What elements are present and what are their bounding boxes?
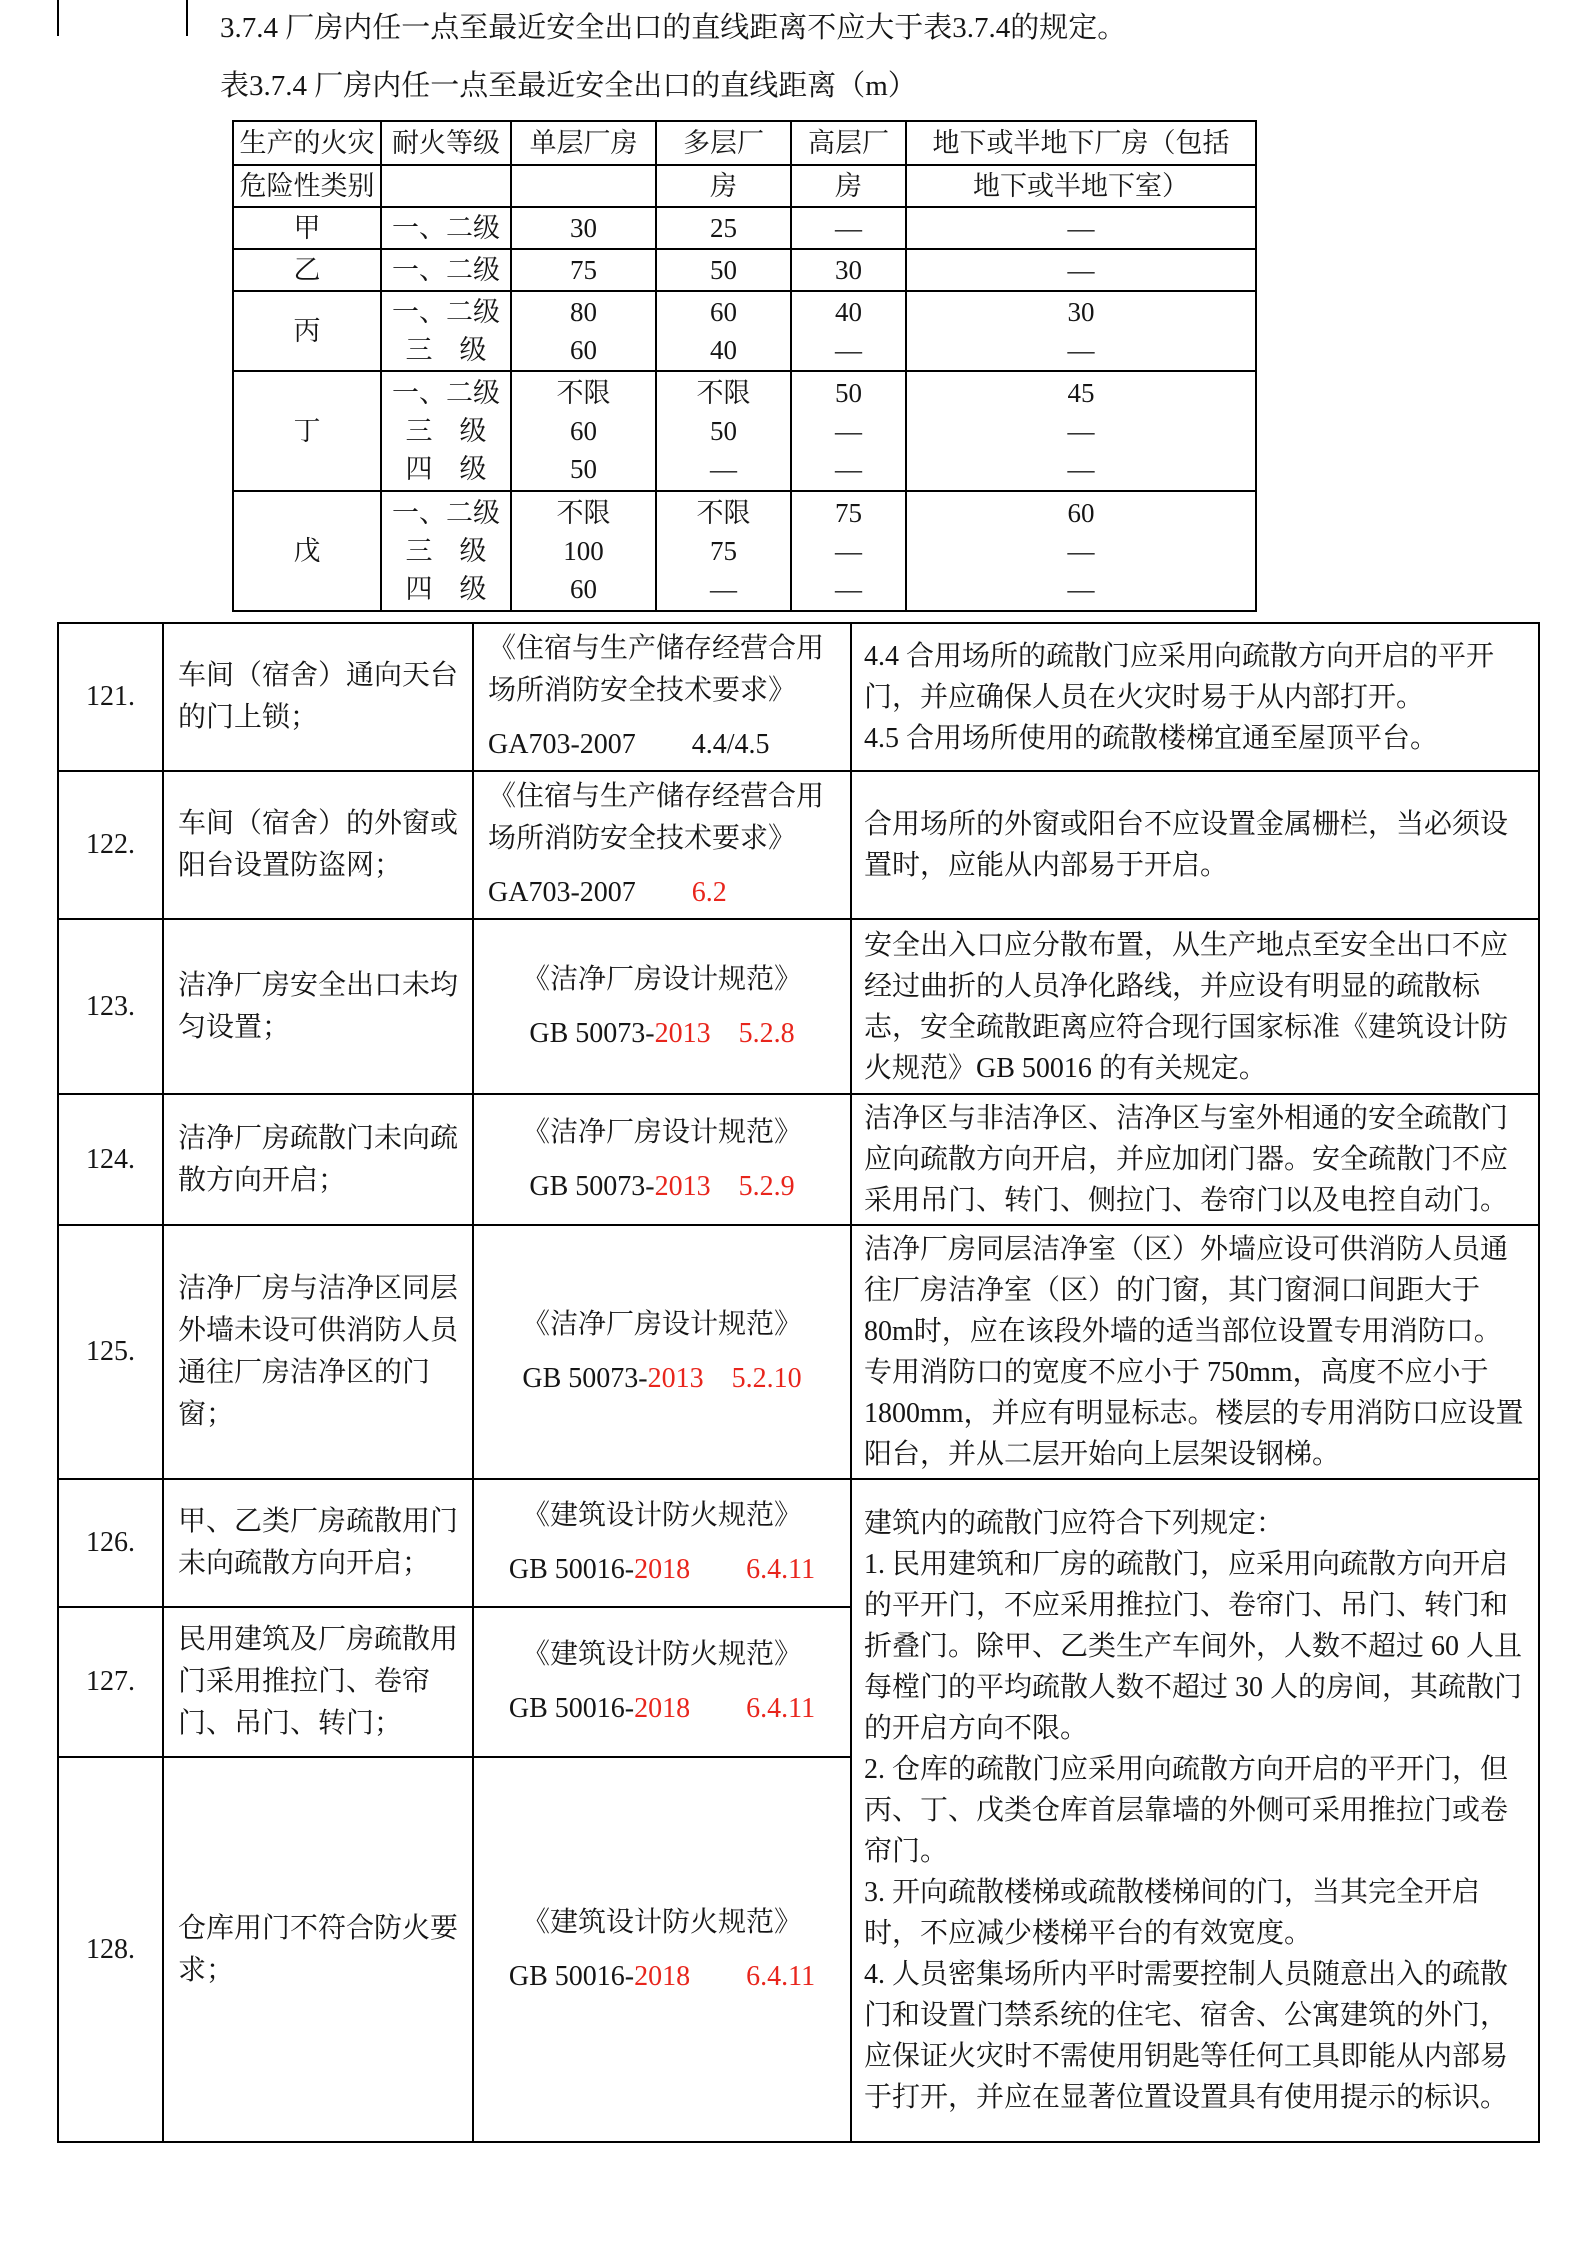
- cell-line: 不限: [556, 378, 611, 408]
- ref-code-red: 2018 6.4.11: [634, 1960, 816, 1992]
- cell: —: [791, 207, 906, 249]
- header-cell: 房: [791, 165, 906, 207]
- header-cell: 地下或半地下室）: [906, 165, 1256, 207]
- violation-item: 车间（宿舍）通向天台的门上锁；: [163, 623, 473, 771]
- ref-title: 《建筑设计防火规范》: [521, 1906, 802, 1938]
- cell: [656, 291, 791, 371]
- table-row-125: [58, 1225, 1539, 1479]
- ref-code-black: GB 50073-: [522, 1363, 648, 1394]
- violation-item: 甲、乙类厂房疏散用门未向疏散方向开启；: [163, 1479, 473, 1607]
- code-reference: [473, 919, 851, 1094]
- requirement-paragraph: 3. 开向疏散楼梯或疏散楼梯间的门，当其完全开启时，不应减少楼梯平台的有效宽度。: [864, 1877, 1481, 1949]
- ref-title: 《洁净厂房设计规范》: [521, 1309, 802, 1340]
- cell: 75: [511, 249, 656, 291]
- cell: [906, 491, 1256, 611]
- clause-3-7-4-text: 3.7.4 厂房内任一点至最近安全出口的直线距离不应大于表3.7.4的规定。: [220, 12, 1127, 44]
- code-reference: [473, 1757, 851, 2142]
- table-row-126: [58, 1479, 1539, 1607]
- cell: [906, 371, 1256, 491]
- ref-title: 《住宿与生产储存经营合用场所消防安全技术要求》: [488, 781, 825, 854]
- cell: [906, 291, 1256, 371]
- cell-line: —: [1067, 454, 1095, 484]
- requirement-text: [851, 1225, 1539, 1479]
- cell: 30: [511, 207, 656, 249]
- cell: 一、二级: [381, 249, 511, 291]
- code-reference: [473, 1225, 851, 1479]
- table-border-stub: [57, 0, 59, 36]
- cell: [791, 291, 906, 371]
- cell-line: —: [710, 574, 737, 604]
- violation-item: 洁净厂房与洁净区同层外墙未设可供消防人员通往厂房洁净区的门窗；: [163, 1225, 473, 1479]
- cell-line: 三 级: [405, 416, 487, 446]
- ref-code: [484, 1013, 840, 1055]
- requirement-paragraph: 洁净厂房同层洁净室（区）外墙应设可供消防人员通往厂房洁净室（区）的门窗，其门窗洞口间距大于 80m时，应在该段外墙的适当部位设置专用消防口。: [864, 1234, 1509, 1347]
- distance-table-caption: 表3.7.4 厂房内任一点至最近安全出口的直线距离（m）: [220, 70, 917, 102]
- cell-line: 不限: [696, 498, 751, 528]
- distance-table: [232, 120, 1257, 612]
- row-number: 124.: [58, 1094, 163, 1225]
- cell: —: [906, 207, 1256, 249]
- code-reference: [473, 1094, 851, 1225]
- header-cell: 危险性类别: [233, 165, 381, 207]
- ref-title: 《住宿与生产储存经营合用场所消防安全技术要求》: [488, 633, 825, 706]
- cell: —: [906, 249, 1256, 291]
- requirement-text: [851, 1094, 1539, 1225]
- cell: [511, 371, 656, 491]
- cell-line: —: [710, 454, 737, 484]
- requirement-text: [851, 623, 1539, 771]
- requirement-text: [851, 771, 1539, 919]
- ref-code: [484, 1688, 840, 1730]
- cell-line: —: [835, 335, 862, 365]
- requirement-paragraph: 专用消防口的宽度不应小于 750mm，高度不应小于 1800mm，并应有明显标志。楼层的专用消防口应设置阳台，并从二层开始向上层架设钢梯。: [864, 1357, 1524, 1470]
- ref-title: 《洁净厂房设计规范》: [521, 963, 802, 995]
- ref-code-black: GA703-2007 4.4/4.5: [488, 729, 770, 760]
- hazard-class: 丁: [233, 371, 381, 491]
- header-cell: 生产的火灾: [233, 121, 381, 165]
- ref-code-black: GB 50073-: [529, 1017, 655, 1049]
- cell-line: 100: [563, 536, 604, 566]
- cell-line: 三 级: [405, 536, 487, 566]
- row-number: 122.: [58, 771, 163, 919]
- requirement-paragraph: 合用场所的外窗或阳台不应设置金属栅栏，当必须设置时，应能从内部易于开启。: [864, 809, 1509, 881]
- header-cell: 高层厂: [791, 121, 906, 165]
- ref-code-red: 2018 6.4.11: [634, 1693, 816, 1724]
- cell: [656, 371, 791, 491]
- section-3-7-4: [0, 0, 1587, 616]
- row-number: 127.: [58, 1607, 163, 1757]
- distance-row-yi: [233, 249, 1256, 291]
- cell: 50: [656, 249, 791, 291]
- cell-line: —: [835, 574, 862, 604]
- ref-code: [484, 1956, 840, 1998]
- ref-code: [484, 1166, 840, 1208]
- cell: 30: [791, 249, 906, 291]
- violation-item: 仓库用门不符合防火要求；: [163, 1757, 473, 2142]
- code-reference: [473, 1479, 851, 1607]
- cell: [791, 371, 906, 491]
- cell-line: 一、二级: [392, 498, 500, 528]
- distance-table-header-row-1: [233, 121, 1256, 165]
- cell-line: 50: [835, 378, 862, 408]
- hazard-class: 甲: [233, 207, 381, 249]
- table-row-124: [58, 1094, 1539, 1225]
- hazard-class: 戊: [233, 491, 381, 611]
- row-number: 123.: [58, 919, 163, 1094]
- cell: [791, 491, 906, 611]
- cell-line: —: [835, 416, 862, 446]
- table-row-122: [58, 771, 1539, 919]
- ref-code-black: GB 50016-: [508, 1554, 635, 1585]
- ref-code-red: 2013 5.2.9: [654, 1170, 795, 1202]
- distance-row-ding: [233, 371, 1256, 491]
- cell-line: 45: [1067, 378, 1095, 408]
- ref-title: 《洁净厂房设计规范》: [521, 1116, 802, 1148]
- cell: 25: [656, 207, 791, 249]
- distance-row-jia: [233, 207, 1256, 249]
- hazard-class: 丙: [233, 291, 381, 371]
- header-cell: [381, 165, 511, 207]
- cell-line: 30: [1067, 297, 1095, 327]
- requirement-paragraph: 安全出入口应分散布置，从生产地点至安全出口不应经过曲折的人员净化路线，并应设有明显的疏散标志，安全疏散距离应符合现行国家标准《建筑设计防火规范》GB 50016 的有关规定。: [864, 929, 1509, 1084]
- row-number: 121.: [58, 623, 163, 771]
- cell-line: —: [835, 454, 862, 484]
- cell-line: —: [1067, 335, 1095, 365]
- ref-code-red: 2018 6.4.11: [634, 1554, 816, 1585]
- cell-line: 一、二级: [392, 297, 500, 327]
- cell-line: 75: [835, 498, 862, 528]
- violation-item: 民用建筑及厂房疏散用门采用推拉门、卷帘门、吊门、转门；: [163, 1607, 473, 1757]
- distance-row-bing: [233, 291, 1256, 371]
- table-row-121: [58, 623, 1539, 771]
- cell-line: 不限: [556, 498, 611, 528]
- cell: 一、二级: [381, 207, 511, 249]
- header-cell: 房: [656, 165, 791, 207]
- cell: [381, 491, 511, 611]
- header-cell: 多层厂: [656, 121, 791, 165]
- table-row-123: [58, 919, 1539, 1094]
- requirement-paragraph: 洁净区与非洁净区、洁净区与室外相通的安全疏散门应向疏散方向开启，并应加闭门器。安全疏散门不应采用吊门、转门、侧拉门、卷帘门以及电控自动门。: [864, 1103, 1509, 1216]
- cell-line: —: [1067, 536, 1095, 566]
- requirement-paragraph: 建筑内的疏散门应符合下列规定：: [864, 1508, 1285, 1539]
- ref-code-red: 2013 5.2.10: [647, 1363, 802, 1394]
- cell: [511, 291, 656, 371]
- cell-line: 四 级: [405, 574, 487, 604]
- ref-code-black: GB 50073-: [529, 1170, 655, 1202]
- requirement-text: [851, 919, 1539, 1094]
- requirement-paragraph: 4.5 合用场所使用的疏散楼梯宜通至屋顶平台。: [864, 722, 1439, 754]
- row-number: 126.: [58, 1479, 163, 1607]
- cell-line: 三 级: [405, 335, 487, 365]
- ref-title: 《建筑设计防火规范》: [521, 1639, 802, 1670]
- cell: [656, 491, 791, 611]
- violation-item: 车间（宿舍）的外窗或阳台设置防盗网；: [163, 771, 473, 919]
- ref-code: [484, 872, 840, 914]
- code-reference: [473, 771, 851, 919]
- cell-line: 一、二级: [392, 378, 500, 408]
- cell-line: —: [1067, 416, 1095, 446]
- ref-code-black: GA703-2007: [488, 877, 692, 908]
- cell: [381, 291, 511, 371]
- row-number: 128.: [58, 1757, 163, 2142]
- violation-item: 洁净厂房疏散门未向疏散方向开启；: [163, 1094, 473, 1225]
- requirement-paragraph: 1. 民用建筑和厂房的疏散门，应采用向疏散方向开启的平开门，不应采用推拉门、卷帘门、吊门、转门和折叠门。除甲、乙类生产车间外，人数不超过 60 人且每樘门的平均疏散人数不超过 30 人的房间，其疏散门的开启方向不限。: [864, 1549, 1523, 1744]
- cell: [511, 491, 656, 611]
- ref-code-red: 6.2: [691, 877, 727, 908]
- cell: [381, 371, 511, 491]
- code-reference: [473, 1607, 851, 1757]
- requirement-paragraph: 2. 仓库的疏散门应采用向疏散方向开启的平开门，但丙、丁、戊类仓库首层靠墙的外侧可采用推拉门或卷帘门。: [864, 1754, 1509, 1867]
- cell-line: 50: [710, 416, 737, 446]
- cell-line: 四 级: [405, 454, 487, 484]
- cell-line: 60: [1067, 498, 1095, 528]
- ref-code: [484, 1358, 840, 1400]
- ref-title: 《建筑设计防火规范》: [521, 1500, 802, 1531]
- violation-item: 洁净厂房安全出口未均匀设置；: [163, 919, 473, 1094]
- cell-line: 80: [570, 297, 597, 327]
- ref-code-red: 2013 5.2.8: [654, 1017, 795, 1049]
- cell-line: 60: [570, 335, 597, 365]
- cell-line: —: [835, 536, 862, 566]
- distance-row-wu: [233, 491, 1256, 611]
- requirement-text-merged: [851, 1479, 1539, 2142]
- cell-line: 40: [710, 335, 737, 365]
- cell-line: 60: [570, 416, 597, 446]
- cell-line: 60: [570, 574, 597, 604]
- cell-line: 75: [710, 536, 737, 566]
- ref-code-black: GB 50016-: [508, 1960, 635, 1992]
- cell-line: 50: [570, 454, 597, 484]
- hazard-class: 乙: [233, 249, 381, 291]
- ref-code-black: GB 50016-: [508, 1693, 635, 1724]
- cell-line: 60: [710, 297, 737, 327]
- cell-line: 不限: [696, 378, 751, 408]
- cell-line: —: [1067, 574, 1095, 604]
- requirement-paragraph: 4. 人员密集场所内平时需要控制人员随意出入的疏散门和设置门禁系统的住宅、宿舍、公寓建筑的外门，应保证火灾时不需使用钥匙等任何工具即能从内部易于打开，并应在显著位置设置具有使用提示的标识。: [864, 1959, 1509, 2113]
- requirement-paragraph: 4.4 合用场所的疏散门应采用向疏散方向开启的平开门，并应确保人员在火灾时易于从内部打开。: [864, 640, 1495, 713]
- header-cell: 地下或半地下厂房（包括: [906, 121, 1256, 165]
- code-reference: [473, 623, 851, 771]
- header-cell: [511, 165, 656, 207]
- header-cell: 单层厂房: [511, 121, 656, 165]
- table-border-stub: [186, 0, 188, 36]
- ref-code: [484, 724, 840, 766]
- distance-table-header-row-2: [233, 165, 1256, 207]
- violation-items-table: [57, 622, 1540, 2143]
- row-number: 125.: [58, 1225, 163, 1479]
- cell-line: 40: [835, 297, 862, 327]
- header-cell: 耐火等级: [381, 121, 511, 165]
- ref-code: [484, 1549, 840, 1591]
